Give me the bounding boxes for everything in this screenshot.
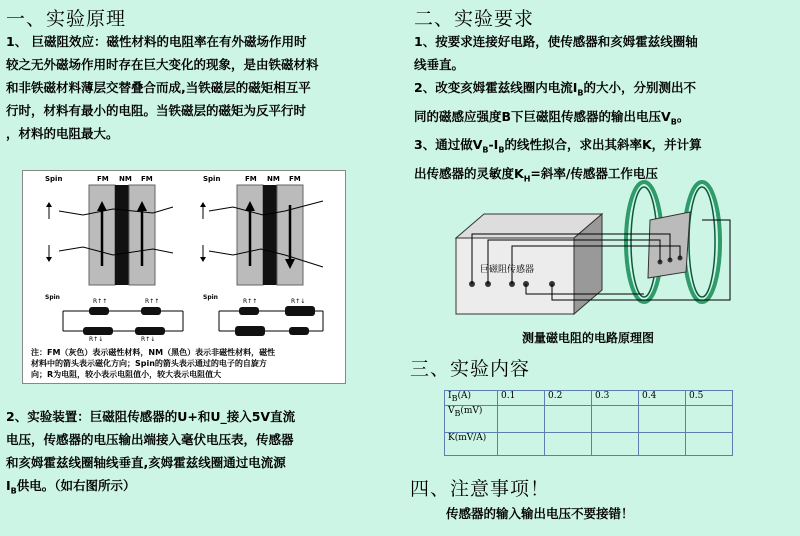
req-line: 同的磁感应强度B下巨磁阻传感器的输出电压$V_B$。 — [414, 108, 690, 126]
req-line: 线垂直。 — [414, 57, 465, 72]
principle-line-1: 1、 巨磁阻效应：磁性材料的电阻率在有外磁场作用时 — [6, 34, 307, 49]
fm-label: FM — [289, 175, 301, 183]
gmr-diagram — [23, 171, 345, 341]
resistor-network-right — [203, 294, 323, 336]
section-2-title: 二、实验要求 — [414, 8, 535, 30]
paragraph-principle — [6, 30, 319, 145]
apparatus-line-2: 电压，传感器的电压输出端接入毫伏电压表，传感器 — [6, 432, 294, 447]
resistor-label: R↑↓ — [141, 336, 156, 341]
table-cell: 0.2 — [545, 391, 592, 406]
req-line: 出传感器的灵敏度$K_H=$斜率/传感器工作电压 — [414, 165, 658, 183]
sensor-box-label: 巨磁阻传感器 — [480, 265, 535, 275]
principle-line-2: 较之无外磁场作用时存在巨大变化的现象，是由铁磁材料 — [6, 57, 319, 72]
row-label: $I_B(A)$ — [445, 391, 498, 406]
resistor-label: R↑↓ — [291, 298, 306, 305]
table-cell — [545, 406, 592, 433]
table-row — [445, 391, 733, 406]
measurement-table — [444, 390, 733, 456]
req-line: 2、改变亥姆霍兹线圈内电流$I_B$的大小，分别测出不 — [414, 80, 696, 98]
row-label: $V_B(mV)$ — [445, 406, 498, 433]
table-cell: 0.5 — [686, 391, 733, 406]
circuit-diagram — [440, 180, 790, 330]
resistor-label: R↑↑ — [243, 298, 258, 305]
spin-label: Spin — [45, 294, 60, 301]
table-cell — [639, 406, 686, 433]
spin-label: Spin — [203, 294, 218, 301]
parallel-stack — [46, 185, 173, 285]
apparatus-line-1: 2、实验装置：巨磁阻传感器的U+和U_接入5V直流 — [6, 409, 296, 424]
apparatus-line-3: 和亥姆霍兹线圈轴线垂直,亥姆霍兹线圈通过电流源 — [6, 455, 286, 470]
antiparallel-stack — [200, 185, 323, 285]
table-cell — [545, 433, 592, 456]
table-cell: 0.3 — [592, 391, 639, 406]
table-cell — [686, 433, 733, 456]
table-cell: 0.1 — [498, 391, 545, 406]
principle-line-5: ，材料的电阻最大。 — [6, 126, 119, 141]
table-row — [445, 406, 733, 433]
table-cell — [686, 406, 733, 433]
safety-note: 传感器的输入输出电压不要接错！ — [446, 506, 634, 521]
caption-line: 注：FM（灰色）表示磁性材料，NM（黑色）表示非磁性材料，磁性 — [31, 348, 276, 357]
gmr-figure — [22, 170, 346, 384]
table-cell: 0.4 — [639, 391, 686, 406]
resistor-label: R↑↑ — [145, 298, 160, 305]
section-3-title: 三、实验内容 — [410, 358, 531, 380]
principle-line-4: 行时，材料有最小的电阻。当铁磁层的磁矩为反平行时 — [6, 103, 307, 118]
paragraph-requirements — [414, 30, 702, 190]
row-label: K(mV/A) — [445, 433, 498, 456]
caption-line: 材料中的箭头表示磁化方向；Spin的箭头表示通过的电子的自旋方 — [31, 359, 267, 368]
resistor-label: R↑↓ — [89, 336, 104, 341]
table-row — [445, 433, 733, 456]
table-cell — [639, 433, 686, 456]
fm-label: FM — [245, 175, 257, 183]
resistor-label: R↑↑ — [93, 298, 108, 305]
section-4-title: 四、注意事项！ — [410, 478, 551, 500]
nm-label: NM — [267, 175, 280, 183]
spin-label: Spin — [45, 175, 63, 183]
caption-line: 向；R为电阻，较小表示电阻值小，较大表示电阻值大 — [31, 370, 222, 379]
resistor-network-left — [45, 294, 183, 341]
fm-label: FM — [141, 175, 153, 183]
table-cell — [592, 433, 639, 456]
nm-label: NM — [119, 175, 132, 183]
req-line: 3、通过做$V_B-I_B$的线性拟合，求出其斜率K，并计算 — [414, 137, 702, 155]
principle-line-3: 和非铁磁材料薄层交替叠合而成,当铁磁层的磁矩相互平 — [6, 80, 311, 95]
circuit-caption: 测量磁电阻的电路原理图 — [522, 331, 655, 345]
table-cell — [498, 433, 545, 456]
req-line: 1、按要求连接好电路，使传感器和亥姆霍兹线圈轴 — [414, 34, 698, 49]
fm-label: FM — [97, 175, 109, 183]
apparatus-line-4: $I_B$供电。（如右图所示） — [6, 478, 136, 496]
table-cell — [592, 406, 639, 433]
section-1-title: 一、实验原理 — [6, 8, 127, 30]
figure-caption — [31, 347, 341, 380]
paragraph-apparatus — [6, 405, 295, 503]
table-cell — [498, 406, 545, 433]
spin-label: Spin — [203, 175, 221, 183]
